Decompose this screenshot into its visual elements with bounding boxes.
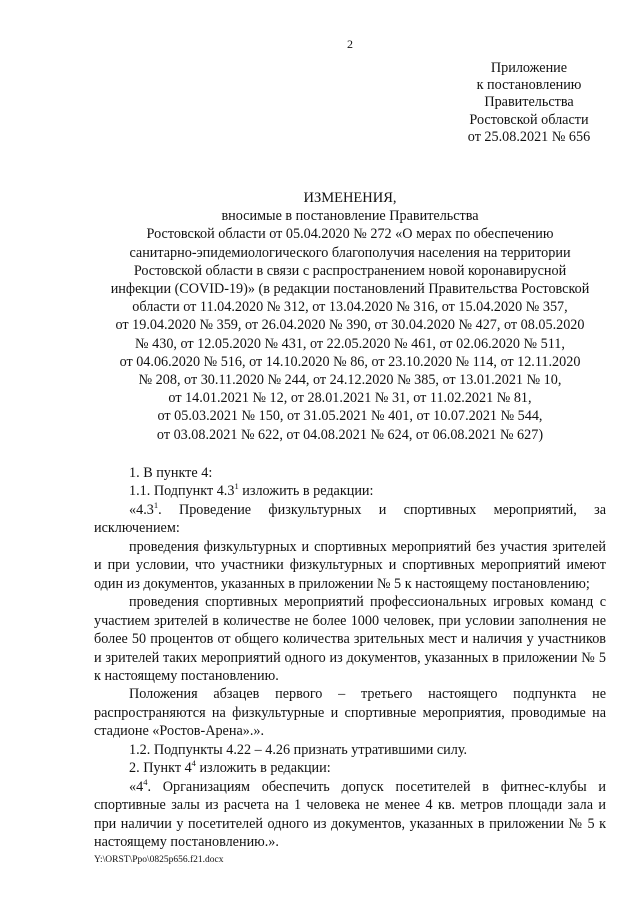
- heading-line: Ростовской области в связи с распространением новой коронавирусной: [133, 262, 567, 279]
- heading-line: от 19.04.2020 № 359, от 26.04.2020 № 390, от 30.04.2020 № 427, от 08.05.2020: [115, 317, 585, 334]
- text: изложить в редакции:: [195, 760, 331, 777]
- text: 2. Пункт 4: [129, 760, 192, 777]
- paragraph-provisions: Положения абзацев первого – третьего настоящего подпункта не распространяются на физкультурные и спортивные мероприятия, проводимые на стадионе «Ростов-Арена».».: [94, 686, 606, 740]
- heading-line: от 14.01.2021 № 12, от 28.01.2021 № 31, от 11.02.2021 № 81,: [168, 390, 532, 407]
- appendix-block: [444, 60, 614, 146]
- footer-file-path: Y:\ORST\Ppo\0825p656.f21.docx: [94, 855, 224, 865]
- heading-line: Ростовской области от 05.04.2020 № 272 «О мерах по обеспечению: [146, 226, 554, 243]
- paragraph-4-4: [94, 778, 606, 852]
- appendix-line: от 25.08.2021 № 656: [467, 128, 591, 145]
- text: 1.1. Подпункт 4.3: [129, 483, 235, 500]
- text: «4: [129, 778, 144, 795]
- appendix-line: Ростовской области: [469, 111, 589, 128]
- superscript: 4: [143, 776, 148, 787]
- paragraph-1-1: [94, 482, 606, 500]
- paragraph-1: 1. В пункте 4:: [129, 465, 213, 481]
- changes-heading: [94, 189, 606, 444]
- heading-line: от 05.03.2021 № 150, от 31.05.2021 № 401, от 10.07.2021 № 544,: [157, 408, 543, 425]
- paragraph-4-3-1: [94, 501, 606, 538]
- appendix-line: Правительства: [484, 94, 574, 111]
- heading-line: от 03.08.2021 № 622, от 04.08.2021 № 624, от 06.08.2021 № 627): [156, 426, 544, 443]
- text: изложить в редакции:: [238, 483, 374, 500]
- text: . Организациям обеспечить допуск посетителей в фитнес-клубы и спортивные залы из расчета на 1 человека не менее 4 кв. метров площади зала и при наличии у посетителей одного из документов, указанных в приложении № 5 к настоящему постановлению.».: [94, 778, 606, 851]
- heading-line: области от 11.04.2020 № 312, от 13.04.2020 № 316, от 15.04.2020 № 357,: [132, 299, 568, 316]
- heading-line: санитарно-эпидемиологического благополучия населения на территории: [129, 244, 571, 261]
- text: . Проведение физкультурных и спортивных мероприятий, за исключением:: [94, 501, 606, 537]
- paragraph-1-2: 1.2. Подпункты 4.22 – 4.26 признать утратившими силу.: [129, 741, 468, 758]
- document-body: [94, 464, 606, 852]
- text: «4.3: [129, 501, 154, 518]
- appendix-line: к постановлению: [476, 77, 582, 94]
- heading-line: вносимые в постановление Правительства: [221, 208, 479, 225]
- superscript: 1: [234, 481, 239, 492]
- paragraph-exception-2: проведения спортивных мероприятий профессиональных игровых команд с участием зрителей в количестве не более 1000 человек, при условии заполнения не более 50 процентов от общего количества зрительных мест и наличия у участников и зрителей таких мероприятий одного из документов, указанных в приложении № 5 к настоящему постановлению.: [94, 594, 606, 684]
- heading-line: инфекции (COVID-19)» (в редакции постановлений Правительства Ростовской: [110, 281, 590, 298]
- superscript: 1: [153, 499, 159, 510]
- page-number: 2: [347, 37, 353, 51]
- heading-title: ИЗМЕНЕНИЯ,: [303, 190, 397, 206]
- appendix-line: Приложение: [490, 60, 568, 76]
- heading-line: № 430, от 12.05.2020 № 431, от 22.05.2020 № 461, от 02.06.2020 № 511,: [135, 335, 565, 352]
- paragraph-exception-1: проведения физкультурных и спортивных мероприятий без участия зрителей и при условии, что участники физкультурных и спортивных мероприятий имеют один из документов, указанных в приложении № 5 к настоящему постановлению;: [94, 538, 606, 592]
- heading-line: № 208, от 30.11.2020 № 244, от 24.12.2020 № 385, от 13.01.2021 № 10,: [138, 372, 562, 389]
- superscript: 4: [191, 758, 196, 769]
- paragraph-2: [94, 759, 606, 777]
- heading-line: от 04.06.2020 № 516, от 14.10.2020 № 86, от 23.10.2020 № 114, от 12.11.2020: [119, 353, 581, 370]
